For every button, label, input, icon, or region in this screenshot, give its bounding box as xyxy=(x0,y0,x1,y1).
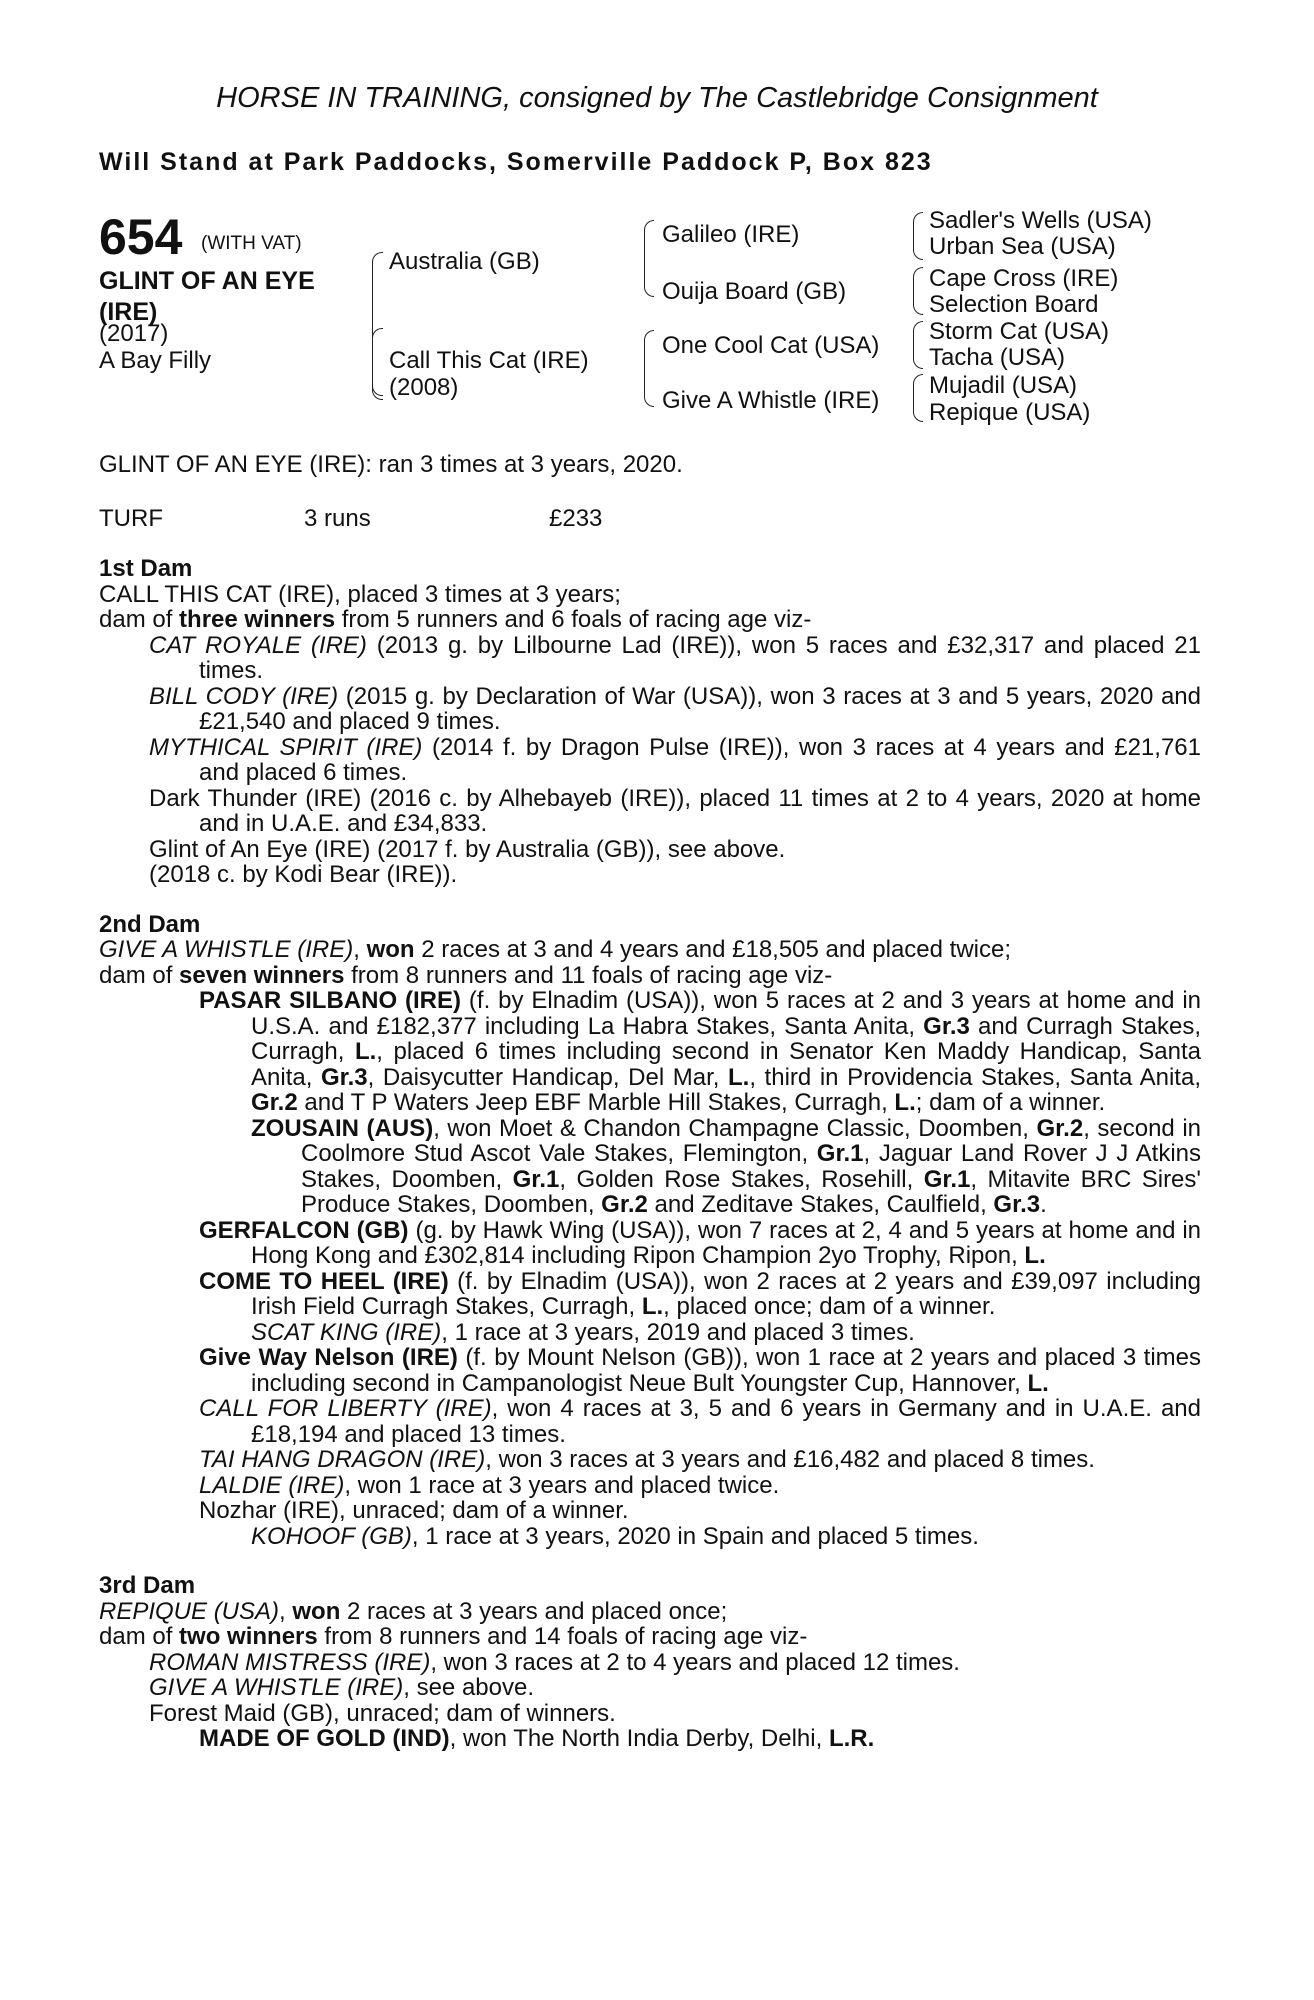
sire-line-bracket xyxy=(644,220,654,297)
third-generation-entry: ZOUSAIN (AUS), won Moet & Chandon Champagne Classic, Doomben, Gr.2, second in Coolmore Stud Ascot Vale Stakes, Flemington, Gr.1, Jaguar Land Rover J J Atkins Stakes, Doomben, Gr.1, Golden Rose Stakes, Rosehill, Gr.1, Mitavite BRC Sires' Produce Stakes, Doomben, Gr.2 and Zeditave Stakes, Caulfield, Gr.3. xyxy=(251,1114,1202,1218)
horse-description: A Bay Filly xyxy=(99,347,212,374)
lot-number: 654 xyxy=(99,209,183,265)
pedigree-g8: Repique (USA) xyxy=(929,399,1091,426)
third-dam-heading: 3rd Dam xyxy=(99,1572,196,1599)
pedigree-g4: Selection Board xyxy=(929,291,1099,318)
third-dam-line: REPIQUE (USA), won 2 races at 3 years and placed once; xyxy=(99,1597,728,1625)
g-bracket-1 xyxy=(913,212,923,260)
second-dam-line: GIVE A WHISTLE (IRE), won 2 races at 3 and 4 years and £18,505 and placed twice; xyxy=(99,936,1011,963)
first-dam-entry: Glint of An Eye (IRE) (2017 f. by Australia (GB)), see above. xyxy=(149,835,786,863)
second-dam-entry: Give Way Nelson (IRE) (f. by Mount Nelson (GB)), won 1 race at 2 years and placed 3 times including second in Campanologist Neue Bult Youngster Cup, Hannover, L. xyxy=(199,1344,1201,1397)
second-dam-entry: CALL FOR LIBERTY (IRE), won 4 races at 3, 5 and 6 years in Germany and in U.A.E. and £18,194 and placed 13 times. xyxy=(199,1395,1202,1448)
third-dam-entry: Forest Maid (GB), unraced; dam of winners. xyxy=(149,1699,616,1727)
pedigree-g1: Sadler's Wells (USA) xyxy=(929,207,1152,234)
record-earnings: £233 xyxy=(549,505,603,532)
horse-name-line2: (IRE) xyxy=(99,298,158,326)
second-dam-entry: Nozhar (IRE), unraced; dam of a winner. xyxy=(199,1497,629,1524)
pedigree-g2: Urban Sea (USA) xyxy=(929,233,1116,260)
pedigree-dam-year: (2008) xyxy=(389,374,459,401)
pedigree-dam-sire: One Cool Cat (USA) xyxy=(662,332,880,359)
horse-name-line1: GLINT OF AN EYE xyxy=(99,267,315,295)
fourth-generation-entry: MADE OF GOLD (IND), won The North India Derby, Delhi, L.R. xyxy=(199,1725,875,1752)
second-dam-entry: PASAR SILBANO (IRE) (f. by Elnadim (USA)), won 5 races at 2 and 3 years at home and in U.S.A. and £182,377 including La Habra Stakes, Santa Anita, Gr.3 and Curragh Stakes, Curragh, L., placed 6 times including second in Senator Ken Maddy Handicap, Santa Anita, Gr.3, Daisycutter Handicap, Del Mar, L., third in Providencia Stakes, Santa Anita, Gr.2 and T P Waters Jeep EBF Marble Hill Stakes, Curragh, L.; dam of a winner. xyxy=(199,987,1201,1116)
dam-bracket xyxy=(372,328,383,400)
g-bracket-2 xyxy=(913,267,923,315)
second-dam-entry: COME TO HEEL (IRE) (f. by Elnadim (USA)), won 2 races at 2 years and £39,097 including Irish Field Curragh Stakes, Curragh, L., placed once; dam of a winner. xyxy=(199,1267,1202,1320)
first-dam-entry: BILL CODY (IRE) (2015 g. by Declaration of War (USA)), won 3 races at 3 and 5 years, 2020 and £21,540 and placed 9 times. xyxy=(149,682,1202,735)
pedigree-g7: Mujadil (USA) xyxy=(929,372,1078,399)
g-bracket-3 xyxy=(913,321,923,369)
g-bracket-4 xyxy=(913,374,923,422)
foaling-year: (2017) xyxy=(99,320,169,347)
first-dam-entry: Dark Thunder (IRE) (2016 c. by Alhebayeb (IRE)), placed 11 times at 2 to 4 years, 2020 at home and in U.A.E. and £34,833. xyxy=(149,784,1201,837)
second-dam-entry: LALDIE (IRE), won 1 race at 3 years and placed twice. xyxy=(199,1471,780,1499)
pedigree-dam-dam: Give A Whistle (IRE) xyxy=(662,387,880,414)
third-generation-entry: SCAT KING (IRE), 1 race at 3 years, 2019 and placed 3 times. xyxy=(251,1318,915,1346)
first-dam-entry: CAT ROYALE (IRE) (2013 g. by Lilbourne Lad (IRE)), won 5 races and £32,317 and placed 21 times. xyxy=(149,631,1202,684)
first-dam-entry: (2018 c. by Kodi Bear (IRE)). xyxy=(149,861,458,888)
second-dam-entry: TAI HANG DRAGON (IRE), won 3 races at 3 years and £16,482 and placed 8 times. xyxy=(199,1446,1095,1473)
dam-line-bracket xyxy=(644,330,654,407)
catalogue-header: HORSE IN TRAINING, consigned by The Castlebridge Consignment xyxy=(216,82,1098,114)
stand-location: Will Stand at Park Paddocks, Somerville Paddock P, Box 823 xyxy=(99,148,933,176)
pedigree-g3: Cape Cross (IRE) xyxy=(929,265,1119,292)
third-dam-entry: ROMAN MISTRESS (IRE), won 3 races at 2 to 4 years and placed 12 times. xyxy=(149,1648,960,1676)
vat-note: (WITH VAT) xyxy=(201,233,302,254)
pedigree-sire: Australia (GB) xyxy=(389,248,540,275)
first-dam-produce: dam of three winners from 5 runners and 6 foals of racing age viz- xyxy=(99,606,812,633)
horse-name xyxy=(99,266,315,328)
pedigree-dam: Call This Cat (IRE) xyxy=(389,347,589,374)
second-dam-entry: GERFALCON (GB) (g. by Hawk Wing (USA)), won 7 races at 2, 4 and 5 years at home and in Hong Kong and £302,814 including Ripon Champion 2yo Trophy, Ripon, L. xyxy=(199,1216,1202,1269)
pedigree-g6: Tacha (USA) xyxy=(929,344,1066,371)
pedigree-sire-sire: Galileo (IRE) xyxy=(662,221,800,248)
first-dam-heading: 1st Dam xyxy=(99,555,193,582)
third-generation-entry: KOHOOF (GB), 1 race at 3 years, 2020 in Spain and placed 5 times. xyxy=(251,1522,979,1550)
pedigree-sire-dam: Ouija Board (GB) xyxy=(662,278,847,305)
race-summary: GLINT OF AN EYE (IRE): ran 3 times at 3 years, 2020. xyxy=(99,451,683,478)
second-dam-produce: dam of seven winners from 8 runners and 11 foals of racing age viz- xyxy=(99,961,833,989)
third-dam-entry: GIVE A WHISTLE (IRE), see above. xyxy=(149,1674,535,1701)
first-dam-line: CALL THIS CAT (IRE), placed 3 times at 3 years; xyxy=(99,580,621,608)
first-dam-entry: MYTHICAL SPIRIT (IRE) (2014 f. by Dragon Pulse (IRE)), won 3 races at 4 years and £21,761 and placed 6 times. xyxy=(149,733,1201,786)
second-dam-heading: 2nd Dam xyxy=(99,910,201,938)
pedigree-g5: Storm Cat (USA) xyxy=(929,318,1110,345)
record-runs: 3 runs xyxy=(304,505,371,532)
third-dam-produce: dam of two winners from 8 runners and 14 foals of racing age viz- xyxy=(99,1623,808,1650)
record-surface: TURF xyxy=(99,505,163,532)
produce-record xyxy=(99,556,1201,1752)
